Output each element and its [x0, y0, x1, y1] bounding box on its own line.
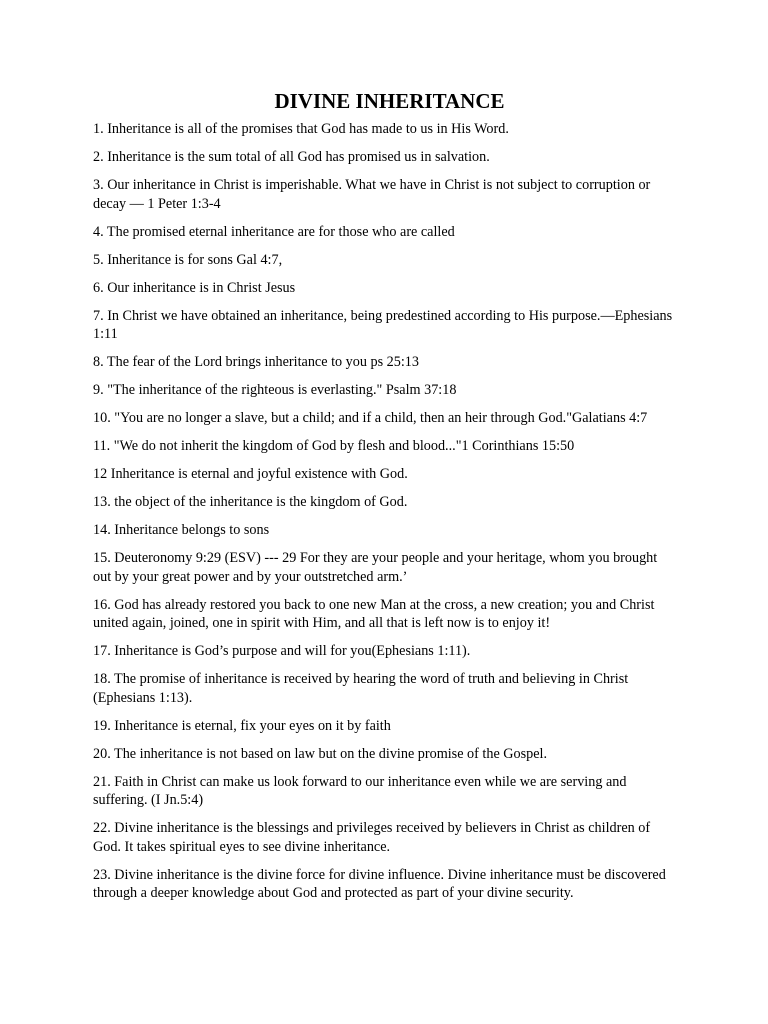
- document-title: DIVINE INHERITANCE: [274, 89, 505, 113]
- list-item: 19. Inheritance is eternal, fix your eyes on it by faith: [93, 717, 391, 734]
- list-item: 10. "You are no longer a slave, but a child; and if a child, then an heir through God."Galatians 4:7: [93, 410, 648, 426]
- list-item: 6. Our inheritance is in Christ Jesus: [93, 279, 296, 296]
- list-item: 13. the object of the inheritance is the kingdom of God.: [93, 494, 408, 510]
- list-item: 22. Divine inheritance is the blessings and privileges received by believers in Christ as children of God. It takes spiritual eyes to see divine inheritance.: [93, 820, 651, 855]
- list-item: 17. Inheritance is God’s purpose and will for you(Ephesians 1:11).: [93, 643, 471, 659]
- list-item: 12 Inheritance is eternal and joyful existence with God.: [93, 466, 408, 482]
- list-item: 23. Divine inheritance is the divine force for divine influence. Divine inheritance must be discovered through a deeper knowledge about God and protected as part of your divine security.: [93, 866, 666, 901]
- list-item: 2. Inheritance is the sum total of all God has promised us in salvation.: [93, 149, 490, 165]
- list-item: 4. The promised eternal inheritance are for those who are called: [93, 223, 455, 240]
- list-item: 9. "The inheritance of the righteous is everlasting." Psalm 37:18: [93, 382, 457, 398]
- list-item: 5. Inheritance is for sons Gal 4:7,: [93, 251, 283, 268]
- numbered-list: [93, 120, 678, 903]
- list-item: 15. Deuteronomy 9:29 (ESV) --- 29 For they are your people and your heritage, whom you brought out by your great power and by your outstretched arm.’: [93, 550, 658, 585]
- list-item: 18. The promise of inheritance is received by hearing the word of truth and believing in Christ (Ephesians 1:13).: [93, 671, 629, 706]
- list-item: 3. Our inheritance in Christ is imperishable. What we have in Christ is not subject to corruption or decay — 1 Peter 1:3-4: [93, 177, 651, 212]
- list-item: 20. The inheritance is not based on law but on the divine promise of the Gospel.: [93, 745, 548, 762]
- list-item: 16. God has already restored you back to one new Man at the cross, a new creation; you and Christ united again, joined, one in spirit with Him, and all that is left now is to enjoy it!: [93, 596, 655, 631]
- list-item: 1. Inheritance is all of the promises that God has made to us in His Word.: [93, 121, 509, 137]
- list-item: 21. Faith in Christ can make us look forward to our inheritance even while we are serving and suffering. (I Jn.5:4): [93, 773, 627, 808]
- list-item: 8. The fear of the Lord brings inheritance to you ps 25:13: [93, 354, 419, 370]
- list-item: 7. In Christ we have obtained an inheritance, being predestined according to His purpose.—Ephesians 1:11: [93, 307, 673, 342]
- list-item: 11. "We do not inherit the kingdom of God by flesh and blood..."1 Corinthians 15:50: [93, 438, 575, 454]
- list-item: 14. Inheritance belongs to sons: [93, 522, 270, 538]
